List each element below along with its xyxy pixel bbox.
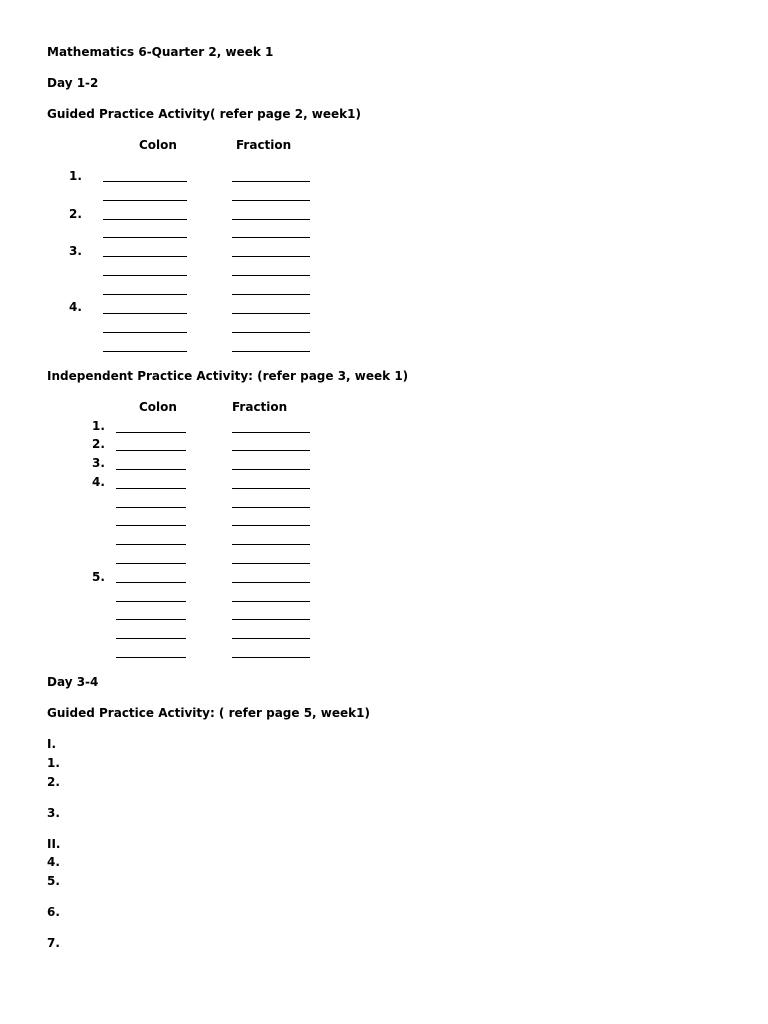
colon-answer-blank[interactable] — [103, 294, 187, 295]
independent-colon-header: Colon — [139, 400, 177, 414]
fraction-answer-blank[interactable] — [232, 563, 310, 564]
fraction-answer-blank[interactable] — [232, 582, 310, 583]
fraction-answer-blank[interactable] — [232, 544, 310, 545]
colon-answer-blank[interactable] — [103, 256, 187, 257]
colon-answer-blank[interactable] — [116, 507, 186, 508]
colon-answer-blank[interactable] — [116, 582, 186, 583]
colon-answer-blank[interactable] — [116, 601, 186, 602]
fraction-answer-blank[interactable] — [232, 332, 310, 333]
question-number: 7. — [47, 936, 60, 950]
part-label: I. — [47, 737, 57, 751]
colon-answer-blank[interactable] — [116, 619, 186, 620]
guided-item-number: 2. — [69, 207, 82, 221]
fraction-answer-blank[interactable] — [232, 237, 310, 238]
colon-answer-blank[interactable] — [116, 657, 186, 658]
guided-colon-header: Colon — [139, 138, 177, 152]
fraction-answer-blank[interactable] — [232, 181, 310, 182]
colon-answer-blank[interactable] — [103, 275, 187, 276]
fraction-answer-blank[interactable] — [232, 256, 310, 257]
colon-answer-blank[interactable] — [103, 313, 187, 314]
guided-item-number: 3. — [69, 244, 82, 258]
colon-answer-blank[interactable] — [103, 351, 187, 352]
fraction-answer-blank[interactable] — [232, 275, 310, 276]
colon-answer-blank[interactable] — [103, 332, 187, 333]
colon-answer-blank[interactable] — [103, 219, 187, 220]
day-3-4-heading: Day 3-4 — [47, 675, 99, 689]
fraction-answer-blank[interactable] — [232, 525, 310, 526]
question-number: 1. — [47, 756, 60, 770]
guided-item-number: 1. — [69, 169, 82, 183]
fraction-answer-blank[interactable] — [232, 488, 310, 489]
independent-item-number: 3. — [92, 456, 105, 470]
question-number: 6. — [47, 905, 60, 919]
fraction-answer-blank[interactable] — [232, 657, 310, 658]
fraction-answer-blank[interactable] — [232, 432, 310, 433]
fraction-answer-blank[interactable] — [232, 619, 310, 620]
fraction-answer-blank[interactable] — [232, 294, 310, 295]
colon-answer-blank[interactable] — [103, 200, 187, 201]
independent-item-number: 5. — [92, 570, 105, 584]
fraction-answer-blank[interactable] — [232, 351, 310, 352]
colon-answer-blank[interactable] — [116, 488, 186, 489]
day-1-2-heading: Day 1-2 — [47, 76, 99, 90]
colon-answer-blank[interactable] — [103, 181, 187, 182]
guided-practice-heading-1: Guided Practice Activity( refer page 2, week1) — [47, 107, 361, 121]
fraction-answer-blank[interactable] — [232, 469, 310, 470]
question-number: 4. — [47, 855, 60, 869]
colon-answer-blank[interactable] — [116, 450, 186, 451]
colon-answer-blank[interactable] — [116, 469, 186, 470]
independent-item-number: 1. — [92, 419, 105, 433]
fraction-answer-blank[interactable] — [232, 507, 310, 508]
independent-fraction-header: Fraction — [232, 400, 288, 414]
colon-answer-blank[interactable] — [116, 544, 186, 545]
fraction-answer-blank[interactable] — [232, 313, 310, 314]
fraction-answer-blank[interactable] — [232, 601, 310, 602]
question-number: 2. — [47, 775, 60, 789]
colon-answer-blank[interactable] — [103, 237, 187, 238]
part-label: II. — [47, 837, 61, 851]
fraction-answer-blank[interactable] — [232, 200, 310, 201]
colon-answer-blank[interactable] — [116, 432, 186, 433]
question-number: 5. — [47, 874, 60, 888]
question-number: 3. — [47, 806, 60, 820]
guided-fraction-header: Fraction — [236, 138, 292, 152]
independent-item-number: 4. — [92, 475, 105, 489]
independent-item-number: 2. — [92, 437, 105, 451]
independent-practice-heading: Independent Practice Activity: (refer page 3, week 1) — [47, 369, 409, 383]
fraction-answer-blank[interactable] — [232, 638, 310, 639]
guided-item-number: 4. — [69, 300, 82, 314]
document-title: Mathematics 6-Quarter 2, week 1 — [47, 45, 274, 59]
colon-answer-blank[interactable] — [116, 563, 186, 564]
fraction-answer-blank[interactable] — [232, 450, 310, 451]
fraction-answer-blank[interactable] — [232, 219, 310, 220]
guided-practice-heading-2: Guided Practice Activity: ( refer page 5, week1) — [47, 706, 370, 720]
colon-answer-blank[interactable] — [116, 525, 186, 526]
colon-answer-blank[interactable] — [116, 638, 186, 639]
